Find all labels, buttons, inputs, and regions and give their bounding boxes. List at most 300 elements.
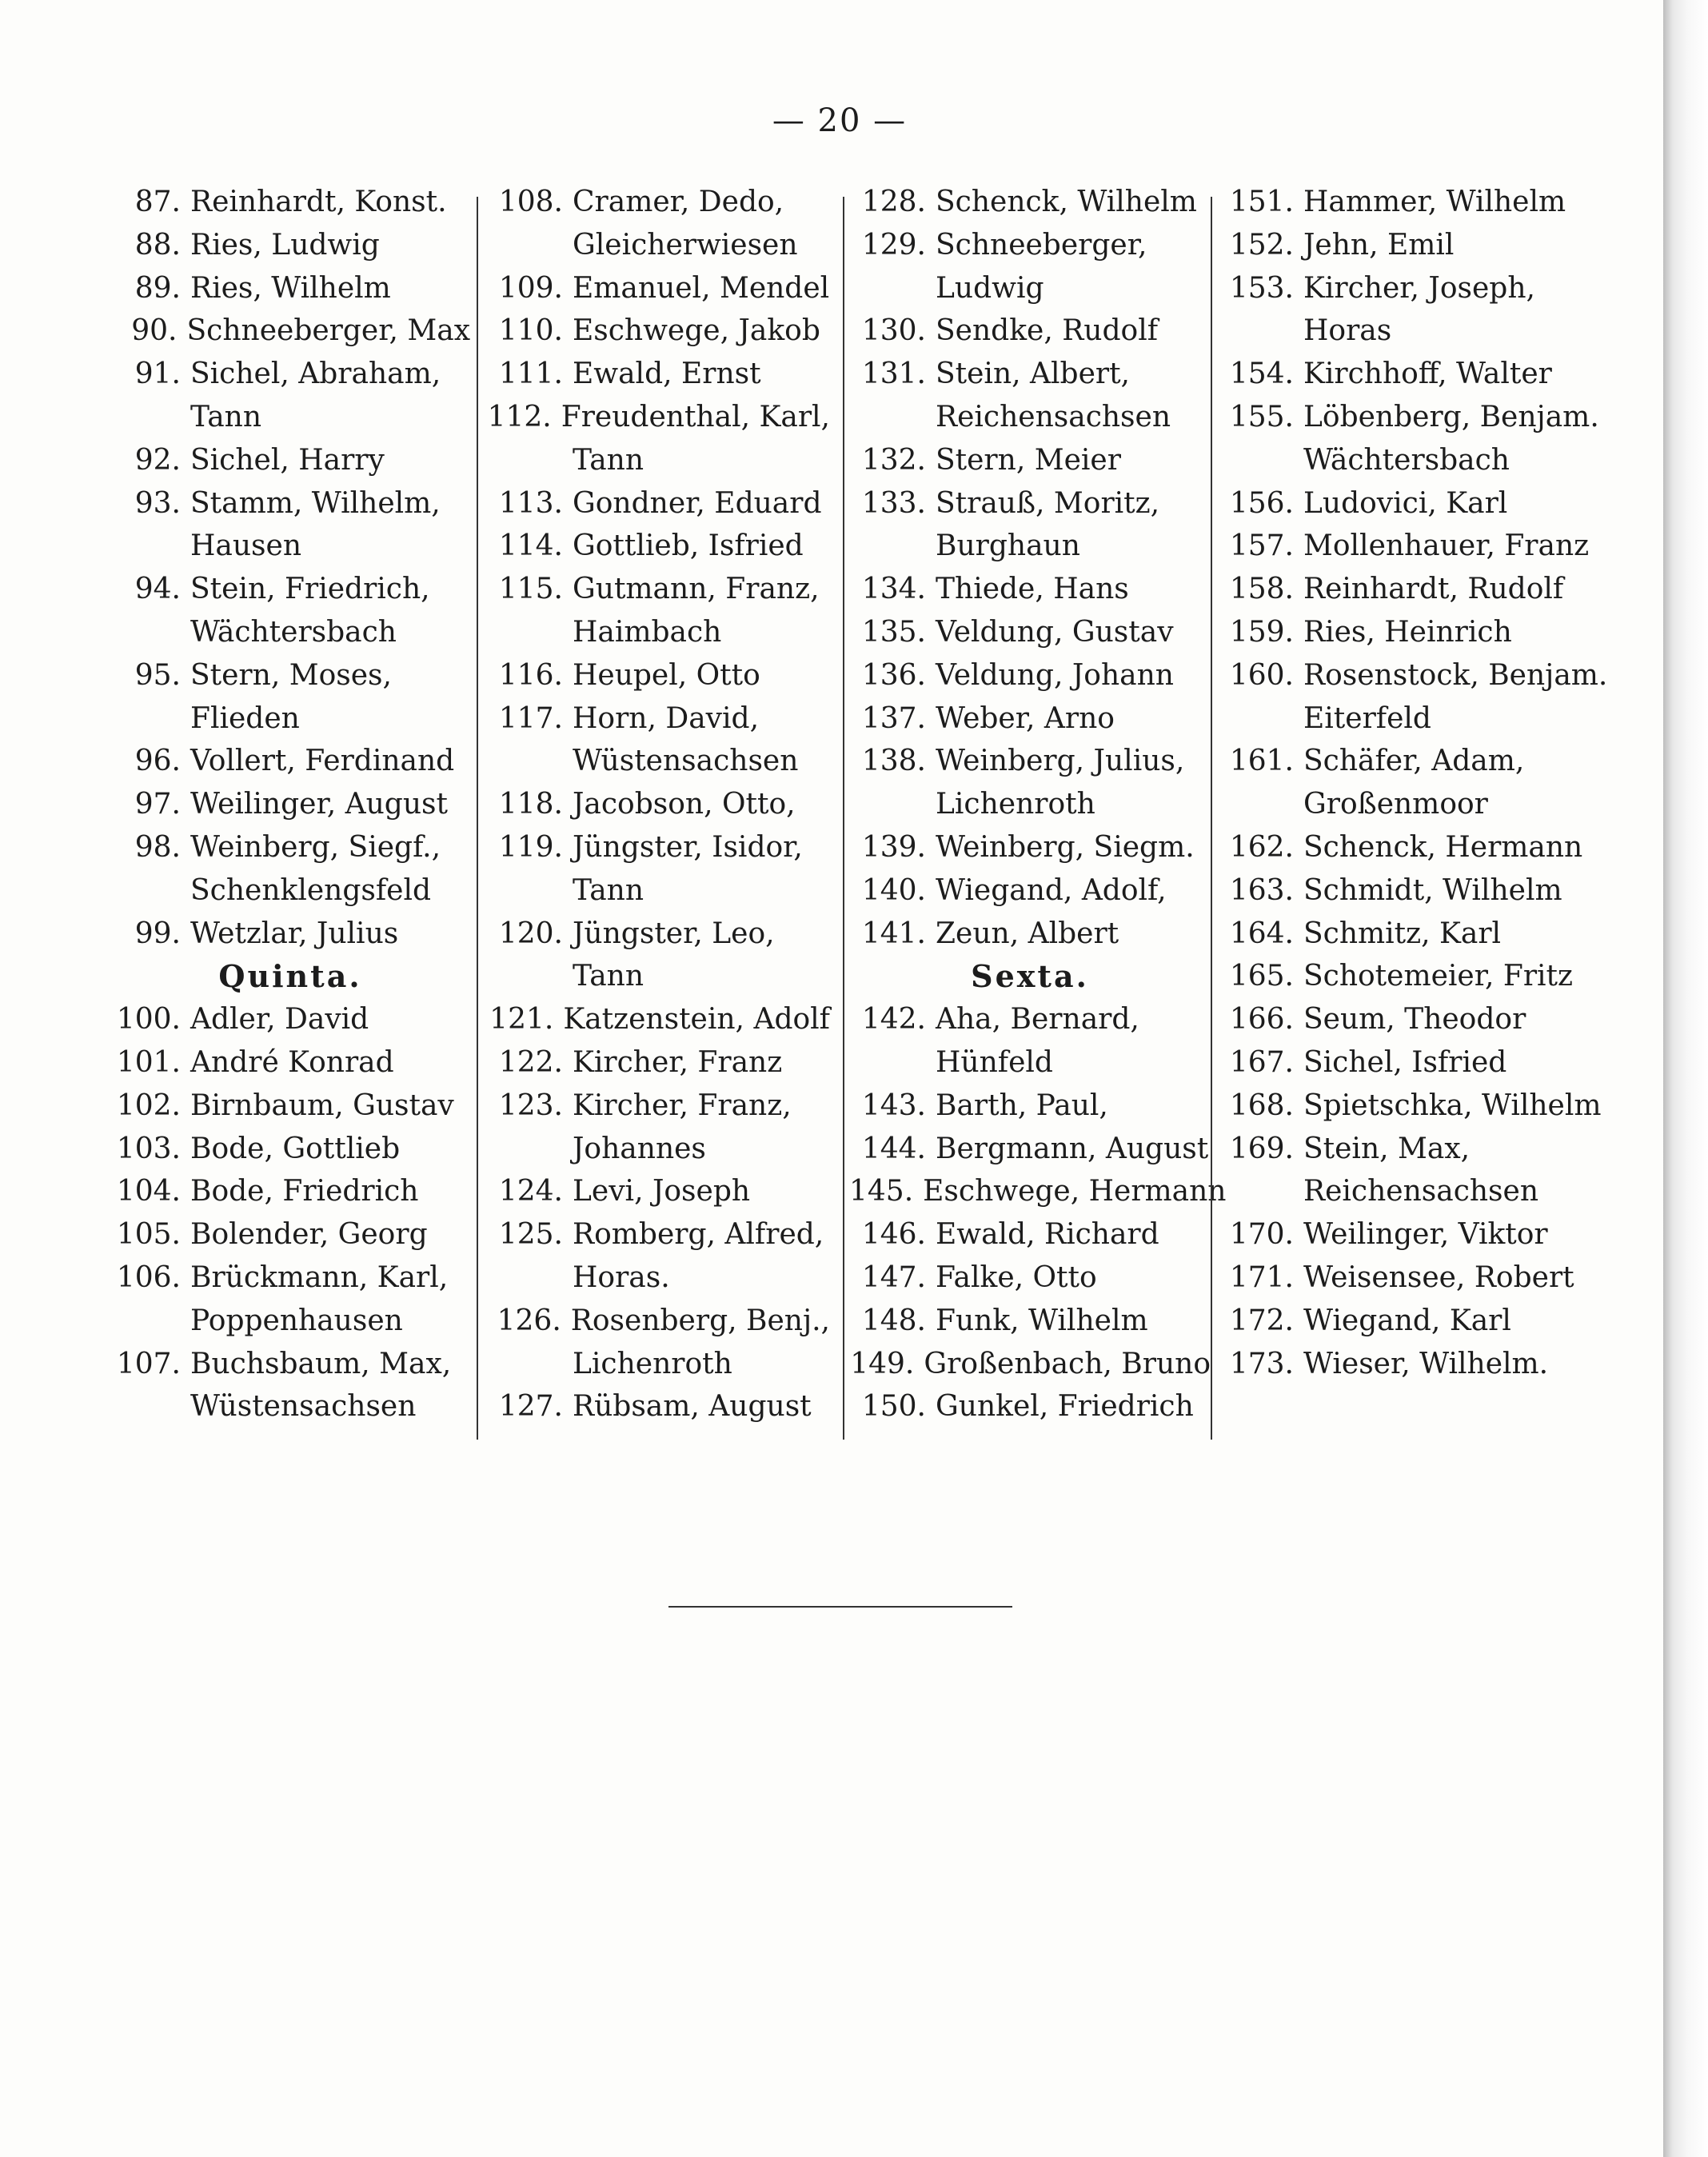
list-entry [486,1385,830,1428]
entry-name: Brückmann, Karl, [190,1260,449,1294]
list-entry [1217,955,1617,998]
list-entry-continuation [110,697,470,741]
list-entry [110,654,470,697]
list-entry [1217,826,1617,869]
list-entry [849,1128,1211,1171]
entry-place: Lichenroth [573,1347,732,1380]
entry-place: Gleicherwiesen [573,228,798,262]
entry-name: Wiegand, Adolf, [936,873,1167,907]
list-entry [486,826,830,869]
entry-name: Ries, Wilhelm [190,271,391,305]
list-entry [1217,913,1617,956]
entry-number: 109. [498,271,563,305]
list-entry [1217,1213,1617,1256]
entry-number: 160. [1229,658,1294,692]
entry-name: Kircher, Franz, [573,1088,792,1122]
entry-number: 101. [116,1045,181,1079]
entry-number: 150. [861,1390,926,1424]
entry-place: Ludwig [936,271,1044,305]
entry-name: Emanuel, Mendel [573,271,830,305]
entry-name: Reinhardt, Konst. [190,186,447,218]
entry-number: 149. [850,1347,915,1380]
entry-place: Reichensachsen [1303,1175,1539,1208]
entry-name: Kircher, Franz [573,1045,783,1079]
entry-name: Romberg, Alfred, [573,1218,824,1252]
entry-name: Bode, Gottlieb [190,1132,401,1165]
list-entry [486,1041,830,1084]
column-divider [477,197,478,1440]
entry-place: Tann [573,443,644,477]
entry-name: André Konrad [190,1045,394,1079]
entry-name: Stamm, Wilhelm, [190,486,441,520]
entry-number: 143. [861,1088,926,1122]
list-entry [110,1084,470,1128]
entry-name: Eschwege, Jakob [573,314,820,348]
list-entry [110,1041,470,1084]
list-entry [849,697,1211,741]
entry-number: 153. [1229,271,1294,305]
entry-number: 145. [849,1175,914,1208]
list-entry-continuation [486,1343,830,1386]
name-column-4 [1217,181,1617,1385]
entry-number: 90. [131,314,178,348]
list-entry-continuation [110,1385,470,1428]
entry-place: Wüstensachsen [573,745,799,778]
entry-name: Gottlieb, Isfried [573,529,804,563]
entry-name: Funk, Wilhelm [936,1304,1148,1337]
list-entry-continuation [486,1256,830,1300]
entry-number: 95. [134,658,181,692]
entry-number: 125. [498,1218,563,1252]
list-entry [1217,482,1617,525]
list-entry-continuation [486,439,830,482]
entry-number: 106. [116,1260,181,1294]
entry-name: Falke, Otto [936,1260,1097,1294]
entry-place: Hünfeld [936,1045,1053,1079]
list-entry [110,439,470,482]
list-entry [849,1300,1211,1343]
list-entry [849,869,1211,913]
entry-number: 134. [861,573,926,606]
list-entry [486,525,830,568]
entry-number: 116. [498,658,563,692]
entry-place: Burghaun [936,529,1080,563]
list-entry [486,913,830,956]
page-number: — 20 — [772,102,908,139]
entry-name: Weber, Arno [936,701,1115,735]
list-entry [1217,396,1617,439]
entry-number: 136. [861,658,926,692]
entry-number: 147. [861,1260,926,1294]
list-entry [849,1256,1211,1300]
entry-number: 158. [1229,573,1294,606]
entry-name: Mollenhauer, Franz [1303,529,1590,563]
list-entry [1217,998,1617,1041]
entry-number: 164. [1229,917,1294,950]
entry-name: Sichel, Isfried [1303,1045,1507,1079]
list-entry-continuation [1217,697,1617,741]
list-entry [849,1213,1211,1256]
entry-number: 127. [498,1390,563,1424]
entry-number: 114. [498,529,563,563]
entry-name: Wieser, Wilhelm. [1303,1347,1549,1380]
list-entry [110,1256,470,1300]
entry-name: Bode, Friedrich [190,1175,419,1208]
list-entry [110,224,470,267]
entry-name: Zeun, Albert [936,917,1119,950]
entry-name: Vollert, Ferdinand [190,745,455,778]
list-entry [849,353,1211,396]
entry-name: Ludovici, Karl [1303,486,1508,520]
list-entry-continuation [486,740,830,783]
entry-number: 165. [1229,960,1294,993]
entry-number: 166. [1229,1003,1294,1037]
entry-name: Seum, Theodor [1303,1003,1526,1037]
entry-number: 144. [861,1132,926,1165]
entry-number: 148. [861,1304,926,1337]
list-entry-continuation [110,396,470,439]
list-entry [486,1170,830,1213]
entry-name: Weinberg, Siegm. [936,830,1195,864]
entry-number: 138. [861,745,926,778]
entry-number: 126. [497,1304,561,1337]
entry-number: 128. [861,186,926,218]
list-entry-continuation [486,869,830,913]
list-entry [849,998,1211,1041]
entry-name: Ewald, Ernst [573,358,761,391]
entry-number: 104. [116,1175,181,1208]
name-column-1 [110,181,470,1428]
entry-place: Reichensachsen [936,400,1171,433]
entry-name: Spietschka, Wilhelm [1303,1088,1602,1122]
entry-name: Gondner, Eduard [573,486,822,520]
entry-name: Ries, Heinrich [1303,615,1512,649]
list-entry [849,181,1211,224]
entry-number: 94. [134,573,181,606]
list-entry [1217,740,1617,783]
entry-name: Schmitz, Karl [1303,917,1502,950]
entry-number: 97. [134,788,181,821]
list-entry [110,783,470,826]
entry-number: 111. [498,358,563,391]
list-entry [110,568,470,611]
entry-name: Veldung, Johann [936,658,1174,692]
entry-place: Schenklengsfeld [190,873,432,907]
list-entry [110,1128,470,1171]
list-entry [1217,224,1617,267]
list-entry [1217,654,1617,697]
entry-name: Kirchhoff, Walter [1303,358,1552,391]
entry-number: 100. [116,1003,181,1037]
entry-number: 173. [1229,1347,1294,1380]
entry-number: 87. [134,186,181,218]
horizontal-rule [668,1606,1012,1608]
list-entry [110,267,470,310]
entry-number: 113. [498,486,563,520]
entry-name: Katzenstein, Adolf [563,1003,830,1037]
list-entry [849,1385,1211,1428]
list-entry-continuation [849,396,1211,439]
list-entry [1217,1343,1617,1386]
entry-name: Schneeberger, [936,228,1147,262]
list-entry [486,1300,830,1343]
entry-number: 141. [861,917,926,950]
entry-name: Rosenberg, Benj., [570,1304,830,1337]
entry-place: Eiterfeld [1303,701,1431,735]
entry-number: 117. [498,701,563,735]
list-entry [1217,267,1617,310]
entry-name: Sichel, Abraham, [190,358,441,391]
list-entry [849,654,1211,697]
entry-name: Großenbach, Bruno [924,1347,1211,1380]
list-entry [486,1084,830,1128]
list-entry [1217,1256,1617,1300]
entry-number: 162. [1229,830,1294,864]
list-entry [1217,1084,1617,1128]
entry-name: Jehn, Emil [1303,228,1455,262]
list-entry-continuation [486,955,830,998]
entry-number: 157. [1229,529,1294,563]
entry-place: Tann [573,873,644,907]
list-entry [849,568,1211,611]
entry-number: 132. [861,443,926,477]
entry-name: Barth, Paul, [936,1088,1108,1122]
list-entry [110,998,470,1041]
list-entry [1217,353,1617,396]
entry-name: Heupel, Otto [573,658,760,692]
entry-place: Wächtersbach [190,615,397,649]
list-entry-continuation [849,783,1211,826]
entry-number: 102. [116,1088,181,1122]
list-entry [849,1170,1227,1213]
entry-name: Bolender, Georg [190,1218,428,1252]
list-entry [849,611,1211,654]
entry-name: Stern, Moses, [190,658,392,692]
entry-number: 163. [1229,873,1294,907]
list-entry-continuation [486,224,830,267]
entry-name: Rosenstock, Benjam. [1303,658,1608,692]
entry-name: Cramer, Dedo, [573,186,784,218]
entry-name: Weinberg, Siegf., [190,830,441,864]
entry-number: 172. [1229,1304,1294,1337]
list-entry-continuation [110,1300,470,1343]
entry-name: Weisensee, Robert [1303,1260,1574,1294]
entry-name: Freudenthal, Karl, [561,400,830,433]
entry-name: Buchsbaum, Max, [190,1347,452,1380]
entry-name: Weilinger, Viktor [1303,1218,1548,1252]
entry-name: Jüngster, Leo, [573,917,775,950]
entry-place: Lichenroth [936,788,1095,821]
entry-name: Ries, Ludwig [190,228,380,262]
entry-name: Veldung, Gustav [936,615,1174,649]
entry-name: Gutmann, Franz, [573,573,820,606]
list-entry [1217,1300,1617,1343]
entry-number: 98. [134,830,181,864]
list-entry [110,913,470,956]
entry-number: 103. [116,1132,181,1165]
list-entry [849,439,1211,482]
entry-name: Bergmann, August [936,1132,1209,1165]
entry-number: 171. [1229,1260,1294,1294]
section-heading: Quinta. [218,958,362,995]
scan-edge-shadow [1663,0,1708,2157]
entry-name: Reinhardt, Rudolf [1303,573,1564,606]
entry-number: 131. [861,358,926,391]
list-entry [486,482,830,525]
entry-number: 112. [487,400,552,433]
list-entry [1217,525,1617,568]
list-entry-continuation [1217,1170,1617,1213]
list-entry [486,783,830,826]
entry-number: 129. [861,228,926,262]
entry-name: Schenck, Wilhelm [936,186,1197,218]
list-entry [1217,568,1617,611]
list-entry-continuation [486,1128,830,1171]
list-entry [1217,1041,1617,1084]
entry-number: 92. [134,443,181,477]
entry-number: 170. [1229,1218,1294,1252]
entry-number: 168. [1229,1088,1294,1122]
entry-name: Sichel, Harry [190,443,385,477]
entry-number: 151. [1229,186,1294,218]
entry-place: Haimbach [573,615,722,649]
list-entry-continuation [486,611,830,654]
entry-number: 120. [498,917,563,950]
entry-number: 142. [861,1003,926,1037]
entry-number: 155. [1229,400,1294,433]
entry-name: Wetzlar, Julius [190,917,399,950]
list-entry [486,181,830,224]
list-entry [110,482,470,525]
entry-number: 140. [861,873,926,907]
column-divider [1211,197,1212,1440]
entry-name: Hammer, Wilhelm [1303,186,1566,218]
list-entry [849,913,1211,956]
name-column-2 [486,181,830,1428]
list-entry [486,998,830,1041]
list-entry-continuation [849,525,1211,568]
list-entry-continuation [110,525,470,568]
list-entry [110,1170,470,1213]
list-entry [486,1213,830,1256]
entry-number: 124. [498,1175,563,1208]
list-entry-continuation [849,267,1211,310]
entry-place: Flieden [190,701,300,735]
list-entry [486,697,830,741]
list-entry [110,310,470,353]
entry-place: Horas. [573,1260,670,1294]
entry-name: Schotemeier, Fritz [1303,960,1573,993]
entry-number: 167. [1229,1045,1294,1079]
list-entry [486,353,830,396]
entry-name: Ewald, Richard [936,1218,1159,1252]
entry-name: Gunkel, Friedrich [936,1390,1194,1424]
entry-number: 99. [134,917,181,950]
list-entry [486,654,830,697]
entry-name: Weinberg, Julius, [936,745,1185,778]
entry-name: Kircher, Joseph, [1303,271,1535,305]
entry-name: Weilinger, August [190,788,448,821]
entry-number: 152. [1229,228,1294,262]
entry-place: Tann [190,400,262,433]
list-entry [110,826,470,869]
entry-name: Levi, Joseph [573,1175,751,1208]
entry-place: Horas [1303,314,1392,348]
entry-number: 161. [1229,745,1294,778]
list-entry [110,1343,470,1386]
entry-number: 96. [134,745,181,778]
entry-number: 146. [861,1218,926,1252]
entry-number: 121. [489,1003,554,1037]
entry-number: 110. [498,314,563,348]
list-entry [110,181,470,224]
section-heading: Sexta. [971,958,1089,995]
entry-name: Strauß, Moritz, [936,486,1160,520]
entry-number: 88. [134,228,181,262]
entry-name: Löbenberg, Benjam. [1303,400,1599,433]
column-divider [843,197,844,1440]
entry-number: 91. [134,358,181,391]
entry-name: Adler, David [190,1003,369,1037]
entry-place: Wüstensachsen [190,1390,417,1424]
entry-number: 169. [1229,1132,1294,1165]
entry-name: Eschwege, Hermann [923,1175,1227,1208]
list-entry [110,353,470,396]
entry-name: Sendke, Rudolf [936,314,1159,348]
entry-number: 93. [134,486,181,520]
list-entry [486,310,830,353]
list-entry [849,740,1211,783]
list-entry [1217,611,1617,654]
entry-name: Schäfer, Adam, [1303,745,1525,778]
list-entry-continuation [110,869,470,913]
entry-place: Poppenhausen [190,1304,403,1337]
entry-number: 156. [1229,486,1294,520]
entry-number: 137. [861,701,926,735]
entry-number: 89. [134,271,181,305]
entry-name: Jacobson, Otto, [573,788,796,821]
entry-name: Stein, Friedrich, [190,573,430,606]
list-entry-continuation [1217,439,1617,482]
entry-name: Wiegand, Karl [1303,1304,1511,1337]
entry-name: Schenck, Hermann [1303,830,1583,864]
entry-name: Aha, Bernard, [936,1003,1139,1037]
entry-name: Stein, Max, [1303,1132,1471,1165]
list-entry-continuation [110,611,470,654]
entry-name: Stern, Meier [936,443,1121,477]
entry-place: Großenmoor [1303,788,1488,821]
entry-number: 119. [498,830,563,864]
entry-name: Thiede, Hans [936,573,1129,606]
list-entry [1217,869,1617,913]
list-entry [110,1213,470,1256]
entry-number: 107. [116,1347,181,1380]
list-entry-continuation [849,1041,1211,1084]
entry-number: 123. [498,1088,563,1122]
entry-place: Wächtersbach [1303,443,1510,477]
entry-name: Schmidt, Wilhelm [1303,873,1562,907]
list-entry [110,740,470,783]
entry-name: Horn, David, [573,701,760,735]
entry-name: Schneeberger, Max [186,314,470,348]
entry-number: 115. [498,573,563,606]
list-entry [849,310,1211,353]
entry-number: 122. [498,1045,563,1079]
entry-number: 130. [861,314,926,348]
entry-name: Jüngster, Isidor, [573,830,803,864]
entry-number: 133. [861,486,926,520]
entry-number: 159. [1229,615,1294,649]
